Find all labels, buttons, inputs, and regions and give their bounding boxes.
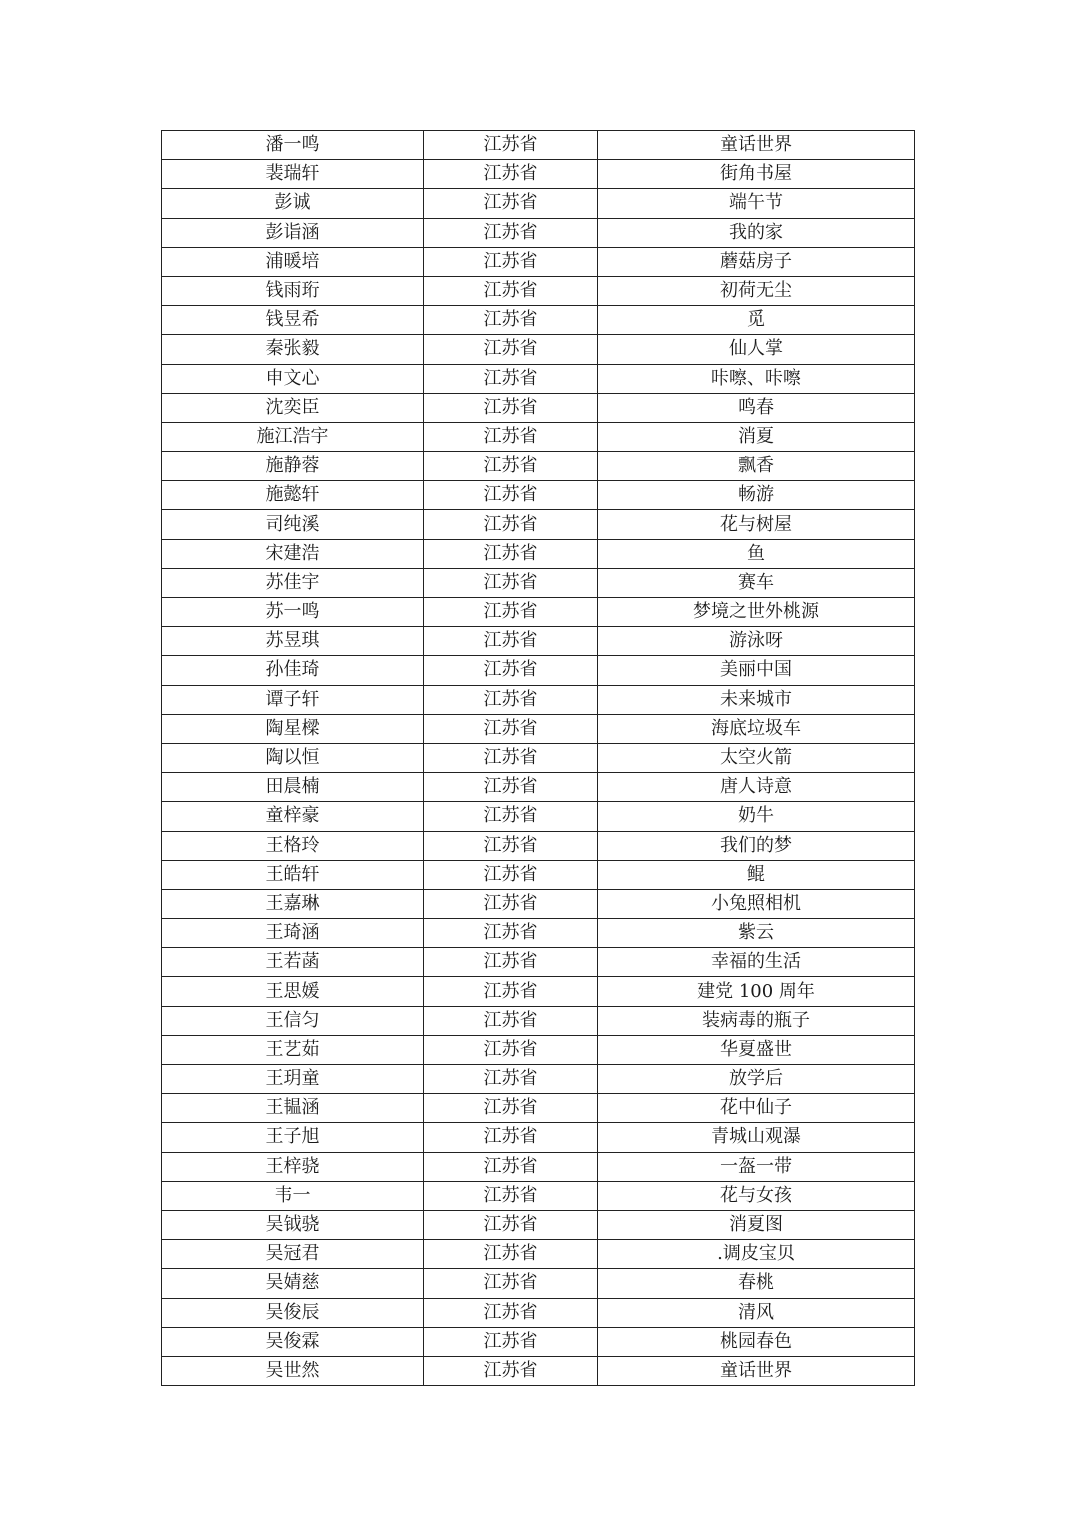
table-row [162,889,915,918]
artwork-title-cell: 建党 100 周年 [598,977,915,1006]
province-cell: 江苏省 [424,1269,598,1298]
artwork-title-cell: 我们的梦 [598,831,915,860]
artwork-title-cell: 童话世界 [598,131,915,160]
table-row [162,627,915,656]
entrant-name-cell: 施懿轩 [162,481,424,510]
entrant-name-cell: 吴俊辰 [162,1298,424,1327]
table-row [162,1298,915,1327]
province-cell: 江苏省 [424,1210,598,1239]
province-cell: 江苏省 [424,977,598,1006]
table-row [162,160,915,189]
table-row [162,1210,915,1239]
artwork-title-cell: 清风 [598,1298,915,1327]
table-row [162,1035,915,1064]
artwork-title-cell: 端午节 [598,189,915,218]
artwork-title-cell: 一盔一带 [598,1152,915,1181]
entrant-name-cell: 王梓骁 [162,1152,424,1181]
artwork-title-cell: 我的家 [598,218,915,247]
entrant-name-cell: 苏佳宇 [162,568,424,597]
province-cell: 江苏省 [424,247,598,276]
entrant-name-cell: 宋建浩 [162,539,424,568]
entrant-name-cell: 王琦涵 [162,919,424,948]
entrant-name-cell: 王嘉琳 [162,889,424,918]
entrant-name-cell: 苏昱琪 [162,627,424,656]
table-row [162,131,915,160]
table-row [162,510,915,539]
province-cell: 江苏省 [424,568,598,597]
entrant-name-cell: 潘一鸣 [162,131,424,160]
table-row [162,422,915,451]
artwork-title-cell: 花与树屋 [598,510,915,539]
entrant-name-cell: 吴冠君 [162,1240,424,1269]
province-cell: 江苏省 [424,481,598,510]
table-row [162,1181,915,1210]
artwork-title-cell: 小兔照相机 [598,889,915,918]
entrant-name-cell: 施江浩宇 [162,422,424,451]
entrant-name-cell: 童梓豪 [162,802,424,831]
artwork-title-cell: 消夏图 [598,1210,915,1239]
entrant-name-cell: 钱雨珩 [162,276,424,305]
artwork-title-cell: 消夏 [598,422,915,451]
artwork-title-cell: 童话世界 [598,1356,915,1385]
province-cell: 江苏省 [424,1035,598,1064]
artwork-title-cell: 装病毒的瓶子 [598,1006,915,1035]
province-cell: 江苏省 [424,685,598,714]
table-row [162,481,915,510]
entrant-name-cell: 王子旭 [162,1123,424,1152]
roster-table-body [162,131,915,1386]
province-cell: 江苏省 [424,539,598,568]
table-row [162,1152,915,1181]
entrant-name-cell: 沈奕臣 [162,393,424,422]
entrant-name-cell: 裴瑞轩 [162,160,424,189]
artwork-title-cell: 春桃 [598,1269,915,1298]
table-row [162,218,915,247]
table-row [162,1356,915,1385]
province-cell: 江苏省 [424,1356,598,1385]
entrant-name-cell: 王玥童 [162,1065,424,1094]
province-cell: 江苏省 [424,1152,598,1181]
table-row [162,1123,915,1152]
entrant-name-cell: 王格玲 [162,831,424,860]
table-row [162,1269,915,1298]
province-cell: 江苏省 [424,948,598,977]
province-cell: 江苏省 [424,773,598,802]
table-row [162,364,915,393]
province-cell: 江苏省 [424,189,598,218]
artwork-title-cell: 桃园春色 [598,1327,915,1356]
table-row [162,276,915,305]
entrant-name-cell: 彭诚 [162,189,424,218]
province-cell: 江苏省 [424,1065,598,1094]
artwork-title-cell: 鱼 [598,539,915,568]
table-row [162,306,915,335]
artwork-title-cell: 初荷无尘 [598,276,915,305]
artwork-title-cell: 唐人诗意 [598,773,915,802]
province-cell: 江苏省 [424,743,598,772]
entrant-name-cell: 吴世然 [162,1356,424,1385]
province-cell: 江苏省 [424,393,598,422]
table-row [162,568,915,597]
artwork-title-cell: 放学后 [598,1065,915,1094]
table-row [162,1240,915,1269]
entrant-name-cell: 王若菡 [162,948,424,977]
award-roster-table [161,130,915,1386]
table-row [162,919,915,948]
entrant-name-cell: 王韫涵 [162,1094,424,1123]
table-row [162,773,915,802]
entrant-name-cell: 司纯溪 [162,510,424,539]
province-cell: 江苏省 [424,218,598,247]
table-row [162,393,915,422]
province-cell: 江苏省 [424,1123,598,1152]
province-cell: 江苏省 [424,422,598,451]
artwork-title-cell: 飘香 [598,452,915,481]
table-row [162,1327,915,1356]
entrant-name-cell: 申文心 [162,364,424,393]
table-row [162,335,915,364]
province-cell: 江苏省 [424,802,598,831]
artwork-title-cell: 花中仙子 [598,1094,915,1123]
entrant-name-cell: 吴钺骁 [162,1210,424,1239]
entrant-name-cell: 施静蓉 [162,452,424,481]
province-cell: 江苏省 [424,656,598,685]
table-row [162,1065,915,1094]
province-cell: 江苏省 [424,889,598,918]
province-cell: 江苏省 [424,306,598,335]
entrant-name-cell: 韦一 [162,1181,424,1210]
artwork-title-cell: 幸福的生活 [598,948,915,977]
artwork-title-cell: 畅游 [598,481,915,510]
table-row [162,685,915,714]
artwork-title-cell: 赛车 [598,568,915,597]
province-cell: 江苏省 [424,1298,598,1327]
table-row [162,977,915,1006]
province-cell: 江苏省 [424,1327,598,1356]
table-row [162,802,915,831]
entrant-name-cell: 浦暖培 [162,247,424,276]
table-row [162,452,915,481]
entrant-name-cell: 王思媛 [162,977,424,1006]
table-row [162,831,915,860]
entrant-name-cell: 田晨楠 [162,773,424,802]
entrant-name-cell: 彭诣涵 [162,218,424,247]
artwork-title-cell: 咔嚓、咔嚓 [598,364,915,393]
artwork-title-cell: 街角书屋 [598,160,915,189]
province-cell: 江苏省 [424,1006,598,1035]
province-cell: 江苏省 [424,1094,598,1123]
artwork-title-cell: 花与女孩 [598,1181,915,1210]
province-cell: 江苏省 [424,510,598,539]
artwork-title-cell: 梦境之世外桃源 [598,598,915,627]
artwork-title-cell: 奶牛 [598,802,915,831]
artwork-title-cell: 觅 [598,306,915,335]
table-row [162,1006,915,1035]
entrant-name-cell: 秦张毅 [162,335,424,364]
table-row [162,247,915,276]
artwork-title-cell: 游泳呀 [598,627,915,656]
table-row [162,948,915,977]
province-cell: 江苏省 [424,335,598,364]
artwork-title-cell: 青城山观瀑 [598,1123,915,1152]
entrant-name-cell: 陶以恒 [162,743,424,772]
province-cell: 江苏省 [424,1181,598,1210]
province-cell: 江苏省 [424,598,598,627]
province-cell: 江苏省 [424,1240,598,1269]
artwork-title-cell: 华夏盛世 [598,1035,915,1064]
table-row [162,714,915,743]
artwork-title-cell: .调皮宝贝 [598,1240,915,1269]
entrant-name-cell: 谭子轩 [162,685,424,714]
entrant-name-cell: 王艺茹 [162,1035,424,1064]
entrant-name-cell: 陶星樑 [162,714,424,743]
artwork-title-cell: 太空火箭 [598,743,915,772]
table-row [162,189,915,218]
table-row [162,860,915,889]
entrant-name-cell: 苏一鸣 [162,598,424,627]
artwork-title-cell: 鸣春 [598,393,915,422]
artwork-title-cell: 紫云 [598,919,915,948]
artwork-title-cell: 鲲 [598,860,915,889]
province-cell: 江苏省 [424,276,598,305]
artwork-title-cell: 仙人掌 [598,335,915,364]
province-cell: 江苏省 [424,919,598,948]
province-cell: 江苏省 [424,831,598,860]
entrant-name-cell: 吴俊霖 [162,1327,424,1356]
entrant-name-cell: 孙佳琦 [162,656,424,685]
artwork-title-cell: 未来城市 [598,685,915,714]
province-cell: 江苏省 [424,452,598,481]
entrant-name-cell: 吴婧慈 [162,1269,424,1298]
province-cell: 江苏省 [424,364,598,393]
table-row [162,1094,915,1123]
entrant-name-cell: 钱昱希 [162,306,424,335]
entrant-name-cell: 王信匀 [162,1006,424,1035]
province-cell: 江苏省 [424,160,598,189]
province-cell: 江苏省 [424,131,598,160]
table-row [162,539,915,568]
province-cell: 江苏省 [424,714,598,743]
entrant-name-cell: 王皓轩 [162,860,424,889]
artwork-title-cell: 蘑菇房子 [598,247,915,276]
artwork-title-cell: 美丽中国 [598,656,915,685]
table-row [162,598,915,627]
artwork-title-cell: 海底垃圾车 [598,714,915,743]
province-cell: 江苏省 [424,627,598,656]
table-row [162,656,915,685]
table-row [162,743,915,772]
province-cell: 江苏省 [424,860,598,889]
